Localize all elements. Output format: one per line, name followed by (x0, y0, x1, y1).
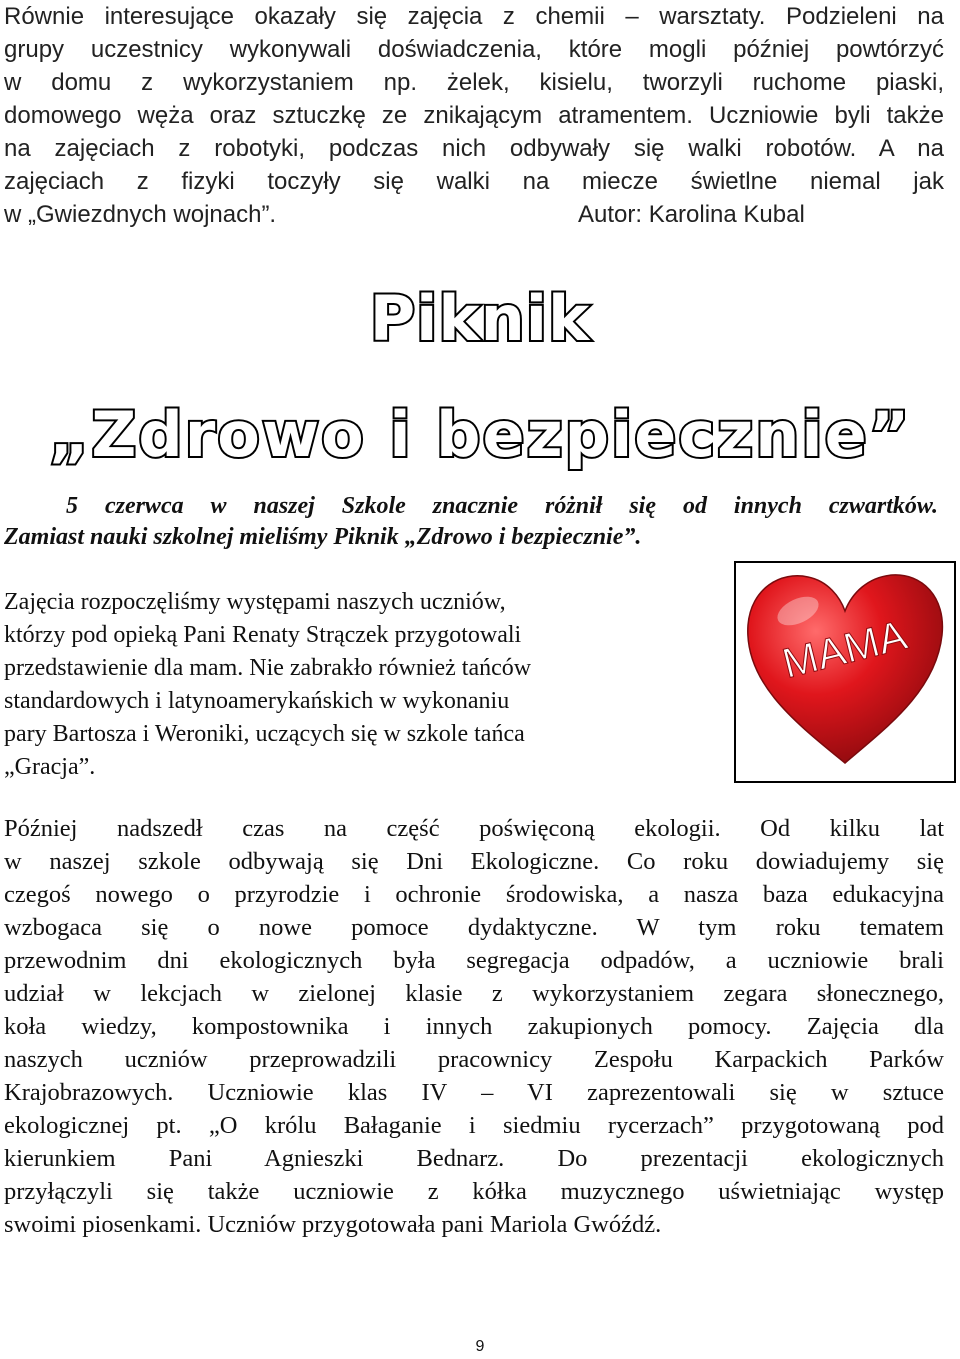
paragraph-line: naszych uczniów przeprowadzili pracownicy Zespołu Karpackich Parków (4, 1046, 944, 1073)
paragraph-line: w „Gwiezdnych wojnach”. (4, 201, 277, 228)
paragraph-line: którzy pod opieką Pani Renaty Strączek przygotowali (4, 622, 522, 648)
author-credit: Autor: Karolina Kubal (578, 201, 805, 228)
paragraph-line: pary Bartosza i Weroniki, uczących się w szkole tańca (4, 721, 525, 747)
paragraph-line: przedstawienie dla mam. Nie zabrakło również tańców (4, 655, 532, 681)
paragraph-line: koła wiedzy, kompostownika i innych zakupionych pomocy. Zajęcia dla (4, 1013, 944, 1040)
intro-line: 5 czerwca w naszej Szkole znacznie różnił się od innych czwartków. (66, 493, 938, 519)
heart-image (734, 561, 956, 783)
page-number: 9 (475, 1338, 485, 1355)
paragraph-line: na zajęciach z robotyki, podczas nich odbywały się walki robotów. A na (4, 135, 944, 162)
paragraph-line: „Gracja”. (4, 754, 96, 780)
paragraph-line: swoimi piosenkami. Uczniów przygotowała pani Mariola Gwóźdź. (4, 1211, 662, 1238)
paragraph-line: Później nadszedł czas na część poświęconą ekologii. Od kilku lat (4, 815, 944, 842)
paragraph-line: standardowych i latynoamerykańskich w wykonaniu (4, 688, 510, 714)
paragraph-line: Zajęcia rozpoczęliśmy występami naszych uczniów, (4, 589, 506, 615)
heart-label: MAMA (777, 610, 912, 687)
paragraph-line: Równie interesujące okazały się zajęcia z chemii – warsztaty. Podzieleni na (4, 3, 944, 30)
paragraph-line: udział w lekcjach w zielonej klasie z wykorzystaniem zegara słonecznego, (4, 980, 944, 1007)
paragraph-line: ekologicznej pt. „O królu Bałaganie i siedmiu rycerzach” przygotowaną pod (4, 1112, 944, 1139)
paragraph-line: w domu z wykorzystaniem np. żelek, kisielu, tworzyli ruchome piaski, (4, 69, 944, 96)
paragraph-line: kierunkiem Pani Agnieszki Bednarz. Do prezentacji ekologicznych (4, 1145, 944, 1172)
heart-icon (736, 563, 954, 781)
paragraph-line: przyłączyli się także uczniowie z kółka muzycznego uświetniając występ (4, 1178, 944, 1205)
page-subtitle: „Zdrowo i bezpiecznie” (48, 398, 912, 471)
page-title: Piknik (369, 282, 591, 355)
paragraph-line: grupy uczestnicy wykonywali doświadczenia, które mogli później powtórzyć (4, 36, 944, 63)
intro-line: Zamiast nauki szkolnej mieliśmy Piknik „Zdrowo i bezpiecznie”. (4, 524, 642, 550)
paragraph-line: przewodnim dni ekologicznych była segregacja odpadów, a uczniowie brali (4, 947, 944, 974)
paragraph-line: czegoś nowego o przyrodzie i ochronie środowiska, a nasza baza edukacyjna (4, 881, 944, 908)
paragraph-line: wzbogaca się o nowe pomoce dydaktyczne. W tym roku tematem (4, 914, 944, 941)
paragraph-line: w naszej szkole odbywają się Dni Ekologiczne. Co roku dowiadujemy się (4, 848, 944, 875)
paragraph-line: domowego węża oraz sztuczkę ze znikającym atramentem. Uczniowie byli także (4, 102, 944, 129)
paragraph-line: zajęciach z fizyki toczyły się walki na miecze świetlne niemal jak (4, 168, 944, 195)
paragraph-line: Krajobrazowych. Uczniowie klas IV – VI zaprezentowali się w sztuce (4, 1079, 944, 1106)
